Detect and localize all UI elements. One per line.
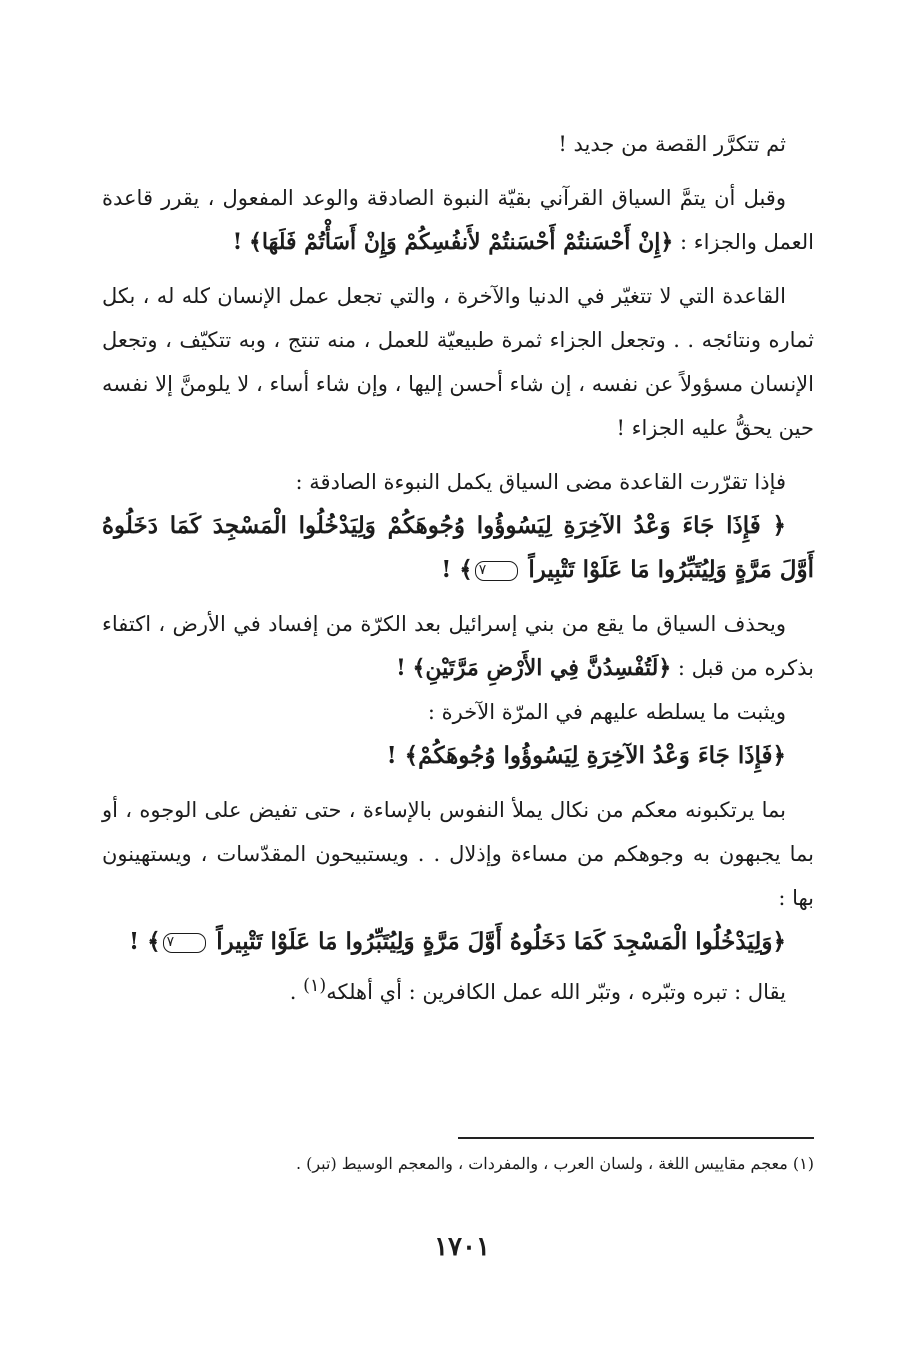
paragraph-2-text: وقبل أن يتمَّ السياق القرآني بقيّة النبوة الصادقة والوعد المفعول ، يقرر قاعدة العمل والجزاء : — [102, 186, 814, 254]
quran-verse-inline-2: ﴿لَتُفْسِدُنَّ فِي الأَرْضِ مَرَّتَيْنِ﴾ — [412, 655, 672, 681]
quran-verse-1 — [102, 504, 814, 592]
ayah-number-marker-2: ٧ — [163, 933, 207, 953]
quran-verse-inline: ﴿إِنْ أَحْسَنتُمْ أَحْسَنتُمْ لأَنفُسِكُمْ وَإِنْ أَسَأْتُمْ فَلَهَا﴾ — [248, 229, 674, 255]
paragraph-3-text: القاعدة التي لا تتغيّر في الدنيا والآخرة ، والتي تجعل عمل الإنسان كله له ، بكل ثماره ونتائجه . . وتجعل الجزاء ثمرة طبيعيّة للعمل ، منه تنتج ، وبه تتكيّف ، وتجعل الإنسان مسؤولاً عن نفسه ، إن شاء أحسن إليها ، وإن شاء أساء ، لا يلومنَّ إلا نفسه حين يحقُّ عليه الجزاء ! — [102, 284, 814, 440]
footnote: (١) معجم مقاييس اللغة ، ولسان العرب ، والمفردات ، والمعجم الوسيط (تبر) . — [295, 1154, 814, 1173]
ayah-number-marker: ٧ — [475, 561, 519, 581]
paragraph-4-text: فإذا تقرّرت القاعدة مضى السياق يكمل النبوءة الصادقة : — [295, 470, 786, 494]
quran-verse-3-text: ﴿وَلِيَدْخُلُوا الْمَسْجِدَ كَمَا دَخَلُوهُ أَوَّلَ مَرَّةٍ وَلِيُتَبِّرُوا مَا عَلَوْا تَتْبِيراً — [216, 928, 786, 955]
paragraph-8-text: يقال : تبره وتبّره ، وتبّر الله عمل الكافرين : أي أهلكه — [326, 980, 786, 1004]
paragraph-6-text: ويثبت ما يسلطه عليهم في المرّة الآخرة : — [427, 700, 786, 724]
footnote-reference[interactable]: (١) — [303, 976, 327, 996]
quran-verse-1-end: ﴾ ! — [441, 556, 473, 583]
quran-verse-2-text: ﴿فَإِذَا جَاءَ وَعْدُ الآخِرَةِ لِيَسُوؤُوا وُجُوهَكُمْ﴾ ! — [386, 742, 786, 769]
paragraph-5 — [102, 602, 814, 690]
page-number: ١٧٠١ — [434, 1232, 490, 1262]
paragraph-2 — [102, 176, 814, 264]
paragraph-3 — [102, 274, 814, 450]
paragraph-7-text: بما يرتكبونه معكم من نكال يملأ النفوس بالإساءة ، حتى تفيض على الوجوه ، أو بما يجبهون به وجوهكم من مساءة وإذلال . . ويستبيحون المقدّسات ، ويستهينون بها : — [102, 798, 814, 910]
paragraph-5-text: ويحذف السياق ما يقع من بني إسرائيل بعد الكرّة من إفساد في الأرض ، اكتفاء بذكره من قبل : — [102, 612, 814, 680]
quran-verse-1-text: ﴿ فَإِذَا جَاءَ وَعْدُ الآخِرَةِ لِيَسُوؤُوا وُجُوهَكُمْ وَلِيَدْخُلُوا الْمَسْجِدَ كَمَا دَخَلُوهُ أَوَّلَ مَرَّةٍ وَلِيُتَبِّرُوا مَا عَلَوْا تَتْبِيراً — [102, 512, 814, 583]
exclamation-mark: ! — [232, 229, 243, 255]
paragraph-1 — [102, 122, 814, 166]
paragraph-8-end: . — [289, 980, 297, 1004]
paragraph-4 — [102, 460, 814, 504]
quran-verse-2 — [102, 734, 814, 778]
body-text — [102, 122, 814, 1014]
paragraph-8 — [102, 964, 814, 1014]
paragraph-7 — [102, 788, 814, 920]
paragraph-1-text: ثم تتكرَّر القصة من جديد ! — [558, 132, 786, 156]
footnote-divider — [458, 1137, 814, 1139]
quran-verse-3 — [102, 920, 814, 964]
paragraph-6 — [102, 690, 814, 734]
quran-verse-3-end: ﴾ ! — [129, 928, 161, 955]
exclamation-mark-2: ! — [396, 655, 406, 681]
